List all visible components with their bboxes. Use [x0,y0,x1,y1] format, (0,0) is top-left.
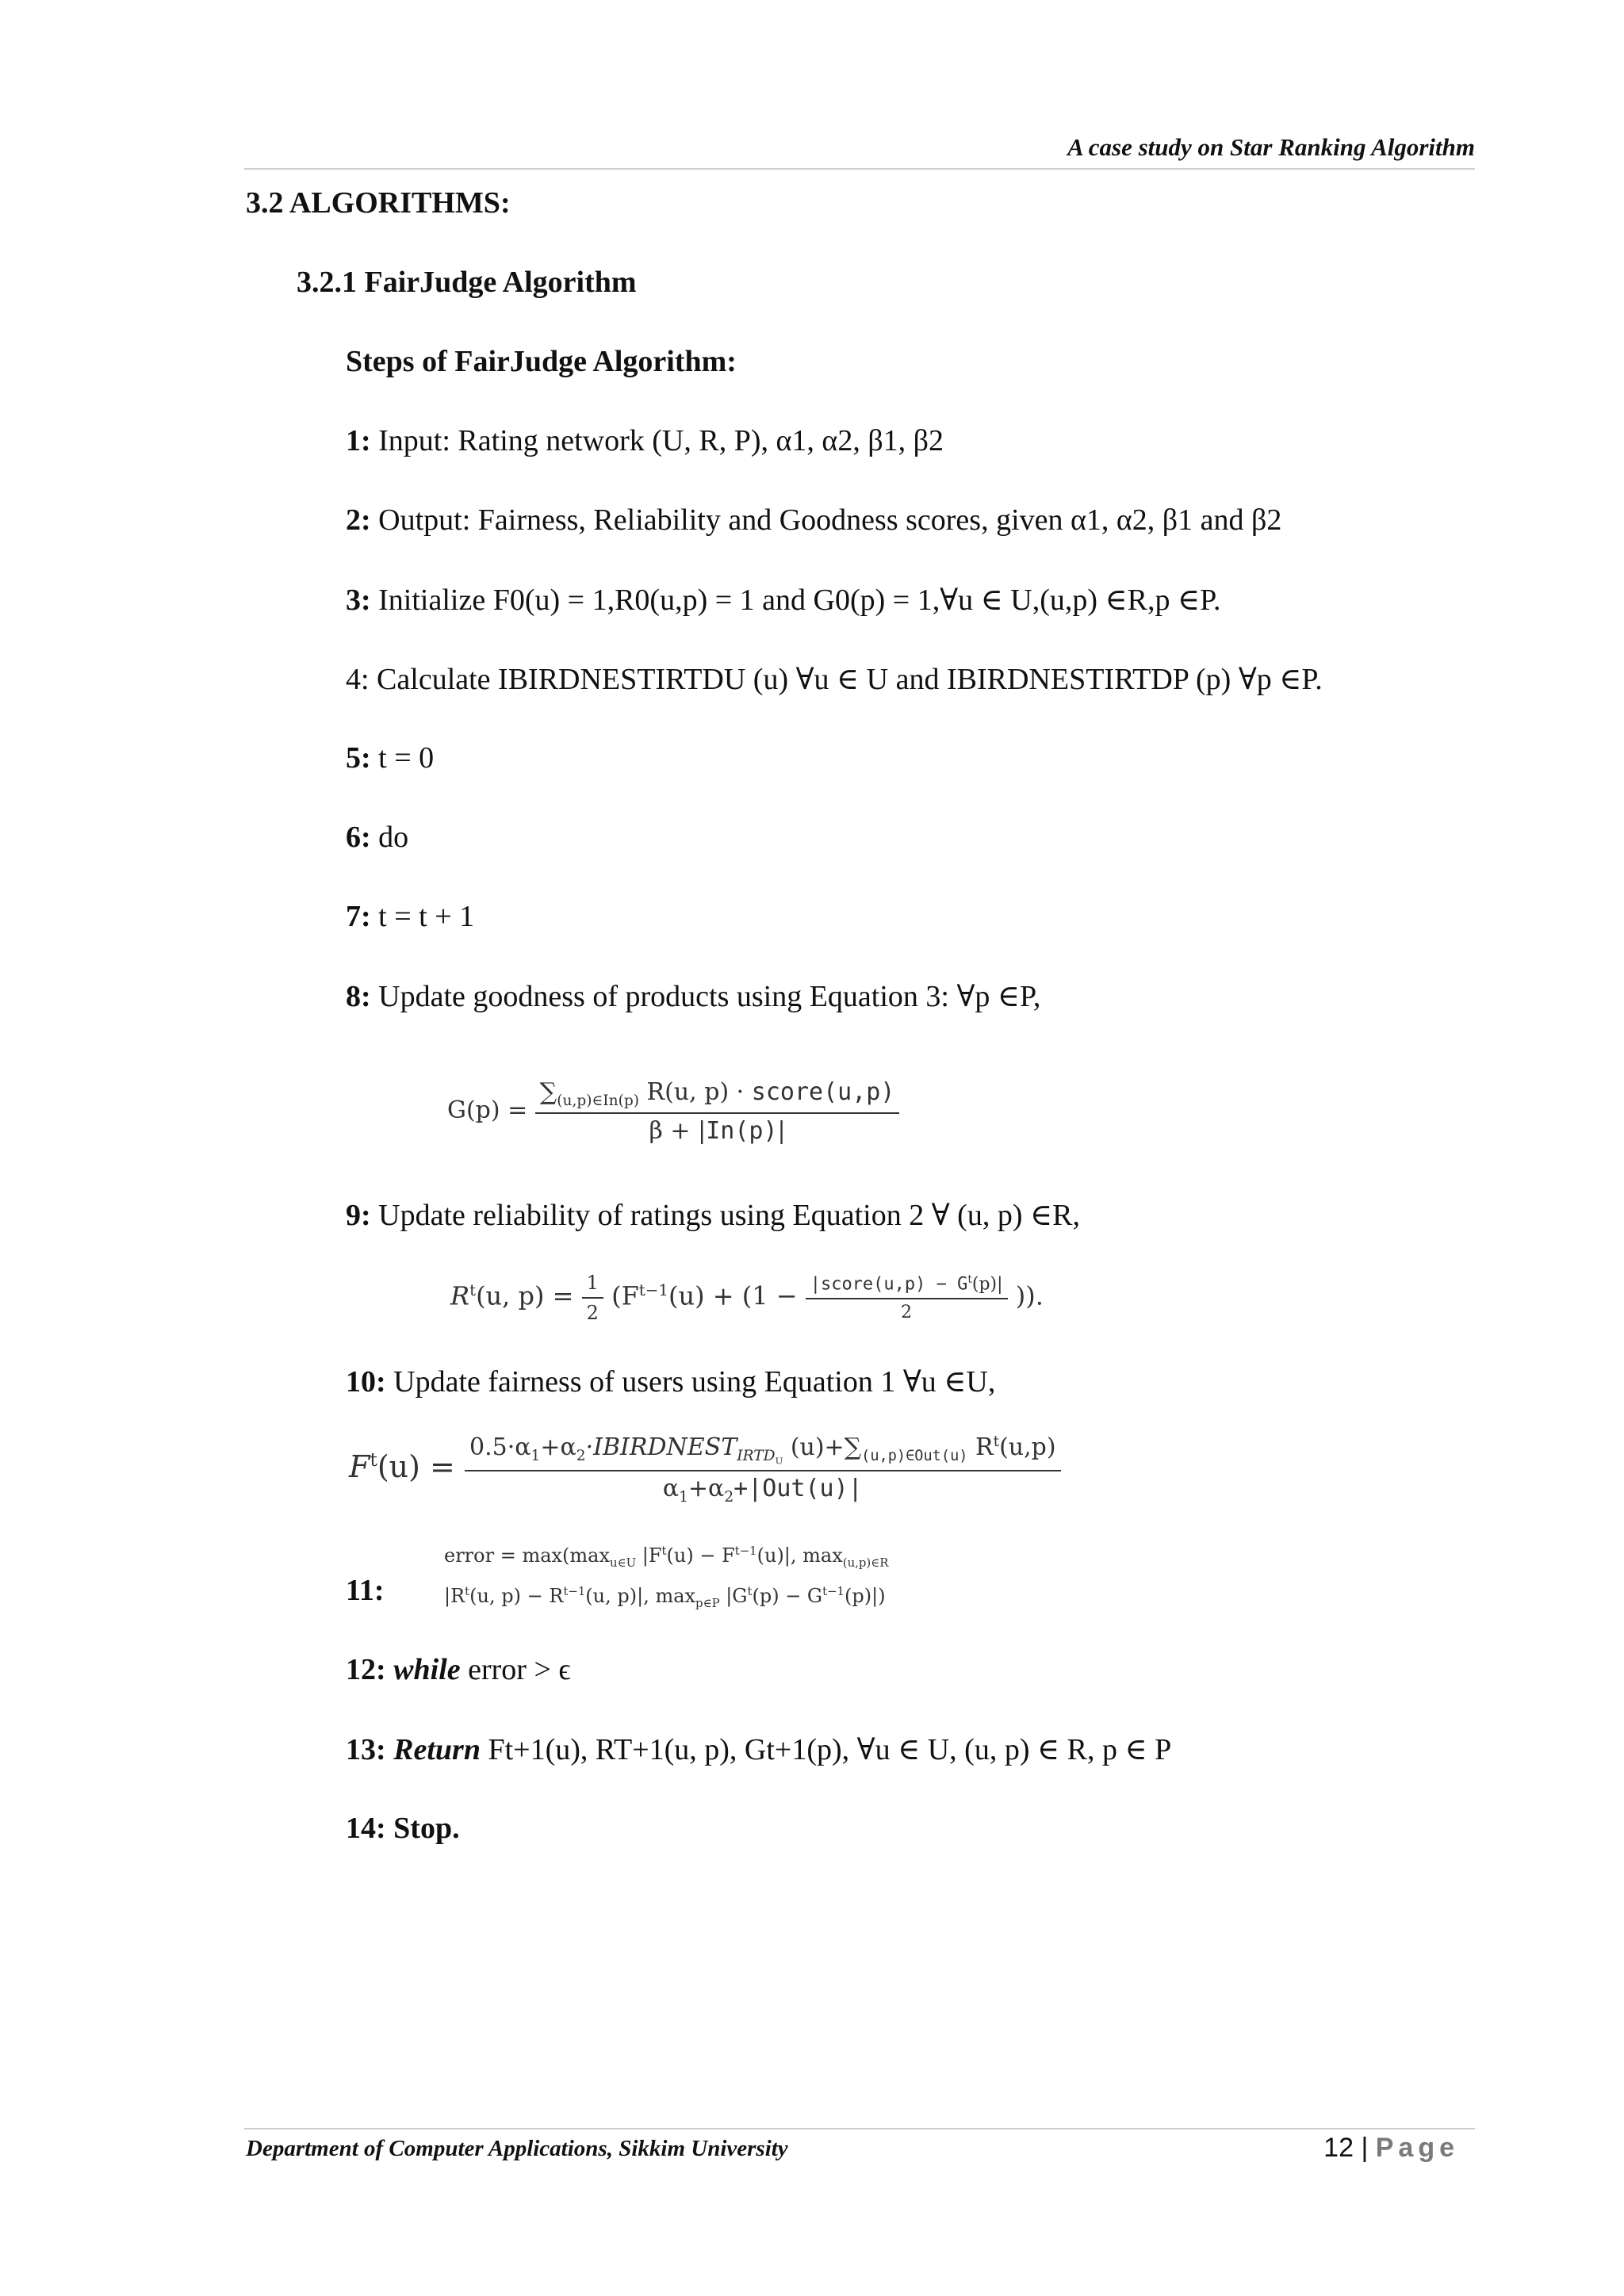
running-header: A case study on Star Ranking Algorithm [1067,133,1475,161]
step-6: 6: do [346,821,409,854]
step-12: 12: while error > ϵ [346,1653,571,1686]
reliability-equation: $R^t(u$, p) = $\frac{1}{2}$ ($F^{t-1}(u) + (1$ − $\frac{|score(u,p) - G^t(p)|}{2}$ )). [450,1272,1044,1324]
step-7: 7: t = t + 1 [346,900,475,933]
section-heading: 3.2 ALGORITHMS: [246,186,511,220]
goodness-equation: G(p) = $\frac{\sum_{(u,p)\in In(p)} R(u, p) \cdot score(u,p)}{\beta + |In(p)|}$ [447,1078,899,1145]
step-1: 1: Input: Rating network (U, R, P), α1, α2, β1, β2 [346,424,944,457]
step-14: 14: Stop. [346,1812,460,1845]
step-2: 2: Output: Fairness, Reliability and Goodness scores, given α1, α2, β1 and β2 [346,503,1282,537]
step-3: 3: Initialize F0(u) = 1,R0(u,p) = 1 and G0(p) = 1,∀u ∈ U,(u,p) ∈R,p ∈P. [346,584,1221,617]
step-9: 9: Update reliability of ratings using Equation 2 ∀ (u, p) ∈R, [346,1199,1080,1232]
step-13: 13: Return Ft+1(u), RT+1(u, p), Gt+1(p), ∀u ∈ U, (u, p) ∈ R, p ∈ P [346,1733,1172,1766]
step-5: 5: t = 0 [346,741,435,775]
footer-rule [244,2128,1475,2130]
subsection-heading: 3.2.1 FairJudge Algorithm [297,266,637,299]
step-8: 8: Update goodness of products using Equation 3: ∀p ∈P, [346,980,1041,1013]
footer-department: Department of Computer Applications, Sikkim University [246,2136,788,2161]
step-4: 4: Calculate IBIRDNESTIRTDU (u) ∀u ∈ U and IBIRDNESTIRTDP (p) ∀p ∈P. [346,663,1323,696]
header-rule [244,168,1475,170]
error-equation-line-1: error = $\max(\max_{u\in U}$ $|F^t(u) - F^{t-1}(u)|$, $\max_{(u,p)\in R}$ [444,1544,889,1570]
error-equation-line-2: $|R^t(u$, $p) - R^{t-1}(u$, p)|, $\max_{p\in P} |G^t(p) - G^{t-1}(p)|$) [444,1583,886,1610]
page-number: 12 | Page [1323,2133,1459,2163]
step-11: 11: [346,1574,385,1607]
step-10: 10: Update fairness of users using Equation 1 ∀u ∈U, [346,1365,996,1399]
fairness-equation: $F^t(u)$ = $\frac{0.5\cdot\alpha_1+\alpha_2\cdot IBIRDNEST_{IRTD_U} (u)+\sum_{(u,p)\in Out(u)} R^t(u,p)}{\alpha_1+\alpha_2+|Out(u)|}$ [349,1433,1061,1506]
error-equation [444,1536,888,1617]
steps-title: Steps of FairJudge Algorithm: [346,345,737,378]
